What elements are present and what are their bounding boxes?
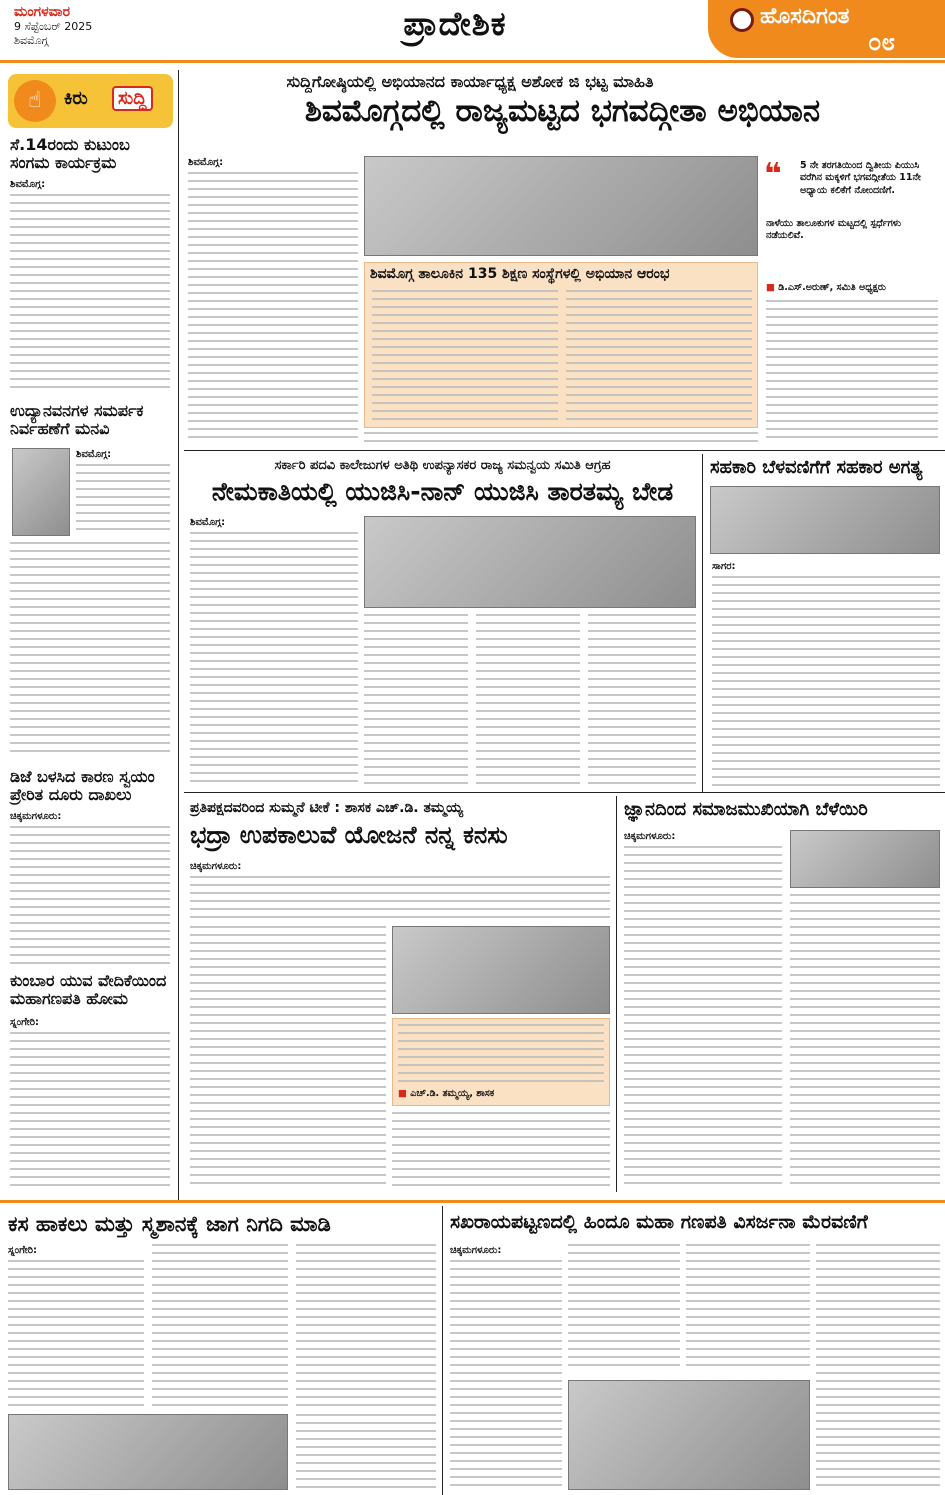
quote-mark-icon: ❝ xyxy=(764,157,782,192)
kiru-label: ಕಿರು xyxy=(64,88,88,109)
ganapati-col-2 xyxy=(568,1244,680,1372)
coop-text xyxy=(712,576,940,786)
lead-box-title: ಶಿವಮೊಗ್ಗ ತಾಲೂಕಿನ 135 ಶಿಕ್ಷಣ ಸಂಸ್ಥೆಗಳಲ್ಲಿ ಅಭಿಯಾನ ಆರಂಭ xyxy=(370,266,670,282)
lead-col-4 xyxy=(766,300,938,444)
lead-quote-attrib: ■ ಡಿ.ಎಸ್.ಅರುಣ್, ಸಮಿತಿ ಅಧ್ಯಕ್ಷರು xyxy=(766,282,886,293)
waste-col-2 xyxy=(152,1244,288,1406)
kiru-dateline-1: ಶಿವಮೊಗ್ಗ: xyxy=(10,179,46,190)
page-number: ೦೮ xyxy=(868,28,895,56)
guest-col-4 xyxy=(588,614,696,786)
guest-headline: ನೇಮಕಾತಿಯಲ್ಲಿ ಯುಜಿಸಿ-ನಾನ್ ಯುಜಿಸಿ ತಾರತಮ್ಯ ಬೇಡ xyxy=(211,477,674,506)
lead-col-3 xyxy=(364,432,758,444)
waste-col-1 xyxy=(8,1260,144,1406)
guest-group-photo xyxy=(364,516,696,608)
suddi-label: ಸುದ್ದಿ xyxy=(112,86,153,111)
bhadra-photo xyxy=(392,926,610,1014)
lead-headline: ಶಿವಮೊಗ್ಗದಲ್ಲಿ ರಾಜ್ಯಮಟ್ಟದ ಭಗವದ್ಗೀತಾ ಅಭಿಯಾನ xyxy=(304,93,821,129)
ganapati-col-1 xyxy=(450,1260,562,1486)
kiru-headline-2: ಉದ್ಯಾನವನಗಳ ಸಮರ್ಪಕ ನಿರ್ವಹಣೆಗೆ ಮನವಿ xyxy=(10,401,144,439)
kiru-dateline-3: ಚಿಕ್ಕಮಗಳೂರು: xyxy=(10,811,62,822)
date-block xyxy=(14,4,244,48)
kiru-dateline-4: ಸ್ನಂಗೇರಿ: xyxy=(10,1017,40,1028)
kiru-text-3 xyxy=(10,826,170,964)
section-title: ಪ್ರಾದೇಶಿಕ xyxy=(403,4,507,43)
knowledge-headline: ಜ್ಞಾನದಿಂದ ಸಮಾಜಮುಖಿಯಾಗಿ ಬೆಳೆಯಿರಿ xyxy=(624,799,868,820)
waste-headline: ಕಸ ಹಾಕಲು ಮತ್ತು ಸ್ಮಶಾನಕ್ಕೆ ಜಾಗ ನಿಗದಿ ಮಾಡಿ xyxy=(8,1212,331,1236)
lead-press-photo xyxy=(364,156,758,256)
waste-dateline: ಸ್ನಂಗೇರಿ: xyxy=(8,1245,38,1256)
logo-emblem xyxy=(730,8,754,32)
bhadra-col-1 xyxy=(190,926,386,1188)
bhadra-right-divider xyxy=(616,796,617,1192)
guest-kicker: ಸರ್ಕಾರಿ ಪದವಿ ಕಾಲೇಜುಗಳ ಅತಿಥಿ ಉಪನ್ಯಾಸಕರ ರಾಜ್ಯ ಸಮನ್ವಯ ಸಮಿತಿ ಆಗ್ರಹ xyxy=(274,458,611,473)
coop-dateline: ಸಾಗರ: xyxy=(712,561,736,572)
kiru-text-2 xyxy=(76,464,170,536)
ganapati-dateline: ಚಿಕ್ಕಮಗಳೂರು: xyxy=(450,1245,502,1256)
paper-logo xyxy=(708,0,945,58)
knowledge-col-1 xyxy=(624,846,782,1188)
portrait-photo xyxy=(12,448,70,536)
ganapati-col-4 xyxy=(816,1244,940,1490)
guest-col-1 xyxy=(190,532,358,786)
kiru-text-1 xyxy=(10,194,170,394)
left-column-divider xyxy=(178,70,179,1200)
bottom-divider xyxy=(442,1206,443,1495)
lead-col-1 xyxy=(188,172,358,444)
lead-kicker: ಸುದ್ದಿಗೋಷ್ಠಿಯಲ್ಲಿ ಅಭಿಯಾನದ ಕಾರ್ಯಾಧ್ಯಕ್ಷ ಅಶೋಕ ಜಿ ಭಟ್ಟ ಮಾಹಿತಿ xyxy=(286,72,654,91)
kiru-text-4 xyxy=(10,1032,170,1192)
knowledge-col-2 xyxy=(790,894,940,1188)
waste-col-3 xyxy=(296,1244,436,1406)
knowledge-photo xyxy=(790,830,940,888)
waste-photo xyxy=(8,1414,288,1490)
coop-headline: ಸಹಕಾರಿ ಬೆಳವಣಿಗೆಗೆ ಸಹಕಾರ ಅಗತ್ಯ xyxy=(710,457,923,478)
lead-quote-2: ನಾಳೆಯು ತಾಲೂಕುಗಳ ಮಟ್ಟದಲ್ಲಿ ಸ್ಪರ್ಧೆಗಳು ನಡೆಯಲಿವೆ. xyxy=(766,218,901,242)
lead-quote-1: 5 ನೇ ತರಗತಿಯಿಂದ ದ್ವಿತೀಯ ಪಿಯುಸಿ ವರೆಗಿನ ಮಕ್ಕಳಿಗೆ ಭಗವದ್ಗೀತೆಯ 11ನೇ ಅಧ್ಯಾಯ ಕಲಿಕೆಗೆ ನೋಂದಣಿಗೆ. xyxy=(800,160,921,196)
lead-box-text-b xyxy=(566,290,752,420)
lead-dateline: ಶಿವಮೊಗ್ಗ: xyxy=(188,157,224,168)
kiru-headline-1: ಸೆ.14ರಂದು ಕುಟುಂಬ ಸಂಗಮ ಕಾರ್ಯಕ್ರಮ xyxy=(10,135,130,173)
ganapati-headline: ಸಖರಾಯಪಟ್ಟಣದಲ್ಲಿ ಹಿಂದೂ ಮಹಾ ಗಣಪತಿ ವಿಸರ್ಜನಾ ಮೆರವಣಿಗೆ xyxy=(450,1211,868,1233)
bhadra-kicker: ಪ್ರತಿಪಕ್ಷದವರಿಂದ ಸುಮ್ಮನೆ ಟೀಕೆ : ಶಾಸಕ ಎಚ್.ಡಿ. ತಮ್ಮಯ್ಯ xyxy=(190,800,464,816)
ganapati-procession-photo xyxy=(568,1380,810,1490)
bhadra-quote-attrib: ■ ಎಚ್.ಡಿ. ತಮ್ಮಯ್ಯ, ಶಾಸಕ xyxy=(398,1088,495,1099)
guest-dateline: ಶಿವಮೊಗ್ಗ: xyxy=(190,517,226,528)
waste-col-4 xyxy=(296,1414,436,1490)
coop-photo xyxy=(710,486,940,554)
paper-name: ಹೊಸದಿಗಂತ xyxy=(760,4,850,29)
guest-right-divider xyxy=(702,454,703,792)
kiru-dateline-2: ಶಿವಮೊಗ್ಗ: xyxy=(76,449,112,460)
lead-box-text-a xyxy=(372,290,558,420)
masthead-date: 9 ಸೆಪ್ಟೆಂಬರ್ 2025 xyxy=(14,20,93,33)
orange-band xyxy=(0,1200,945,1203)
kiru-suddi-badge xyxy=(8,74,173,128)
knowledge-dateline: ಚಿಕ್ಕಮಗಳೂರು: xyxy=(624,831,676,842)
guest-col-2 xyxy=(364,614,468,786)
bhadra-col-2 xyxy=(392,1112,610,1188)
masthead-city: ಶಿವಮೊಗ್ಗ xyxy=(14,34,49,47)
bhadra-quote-text xyxy=(398,1024,604,1086)
bhadra-dateline: ಚಿಕ್ಕಮಗಳೂರು: xyxy=(190,861,242,872)
ganapati-col-3 xyxy=(686,1244,810,1372)
kiru-text-2b xyxy=(10,542,170,758)
mid-rule xyxy=(184,792,945,793)
masthead-day: ಮಂಗಳವಾರ xyxy=(14,4,71,20)
bhadra-top-text xyxy=(190,876,610,920)
kiru-headline-4: ಕುಂಬಾರ ಯುವ ವೇದಿಕೆಯಿಂದ ಮಹಾಗಣಪತಿ ಹೋಮ xyxy=(10,971,167,1009)
lead-bottom-rule xyxy=(184,450,945,451)
guest-col-3 xyxy=(476,614,580,786)
hand-icon: ☝ xyxy=(14,80,56,122)
bhadra-headline: ಭದ್ರಾ ಉಪಕಾಲುವೆ ಯೋಜನೆ ನನ್ನ ಕನಸು xyxy=(190,821,508,849)
kiru-headline-3: ಡಿಜೆ ಬಳಸಿದ ಕಾರಣ ಸ್ವಯಂ ಪ್ರೇರಿತ ದೂರು ದಾಖಲು xyxy=(10,767,155,805)
